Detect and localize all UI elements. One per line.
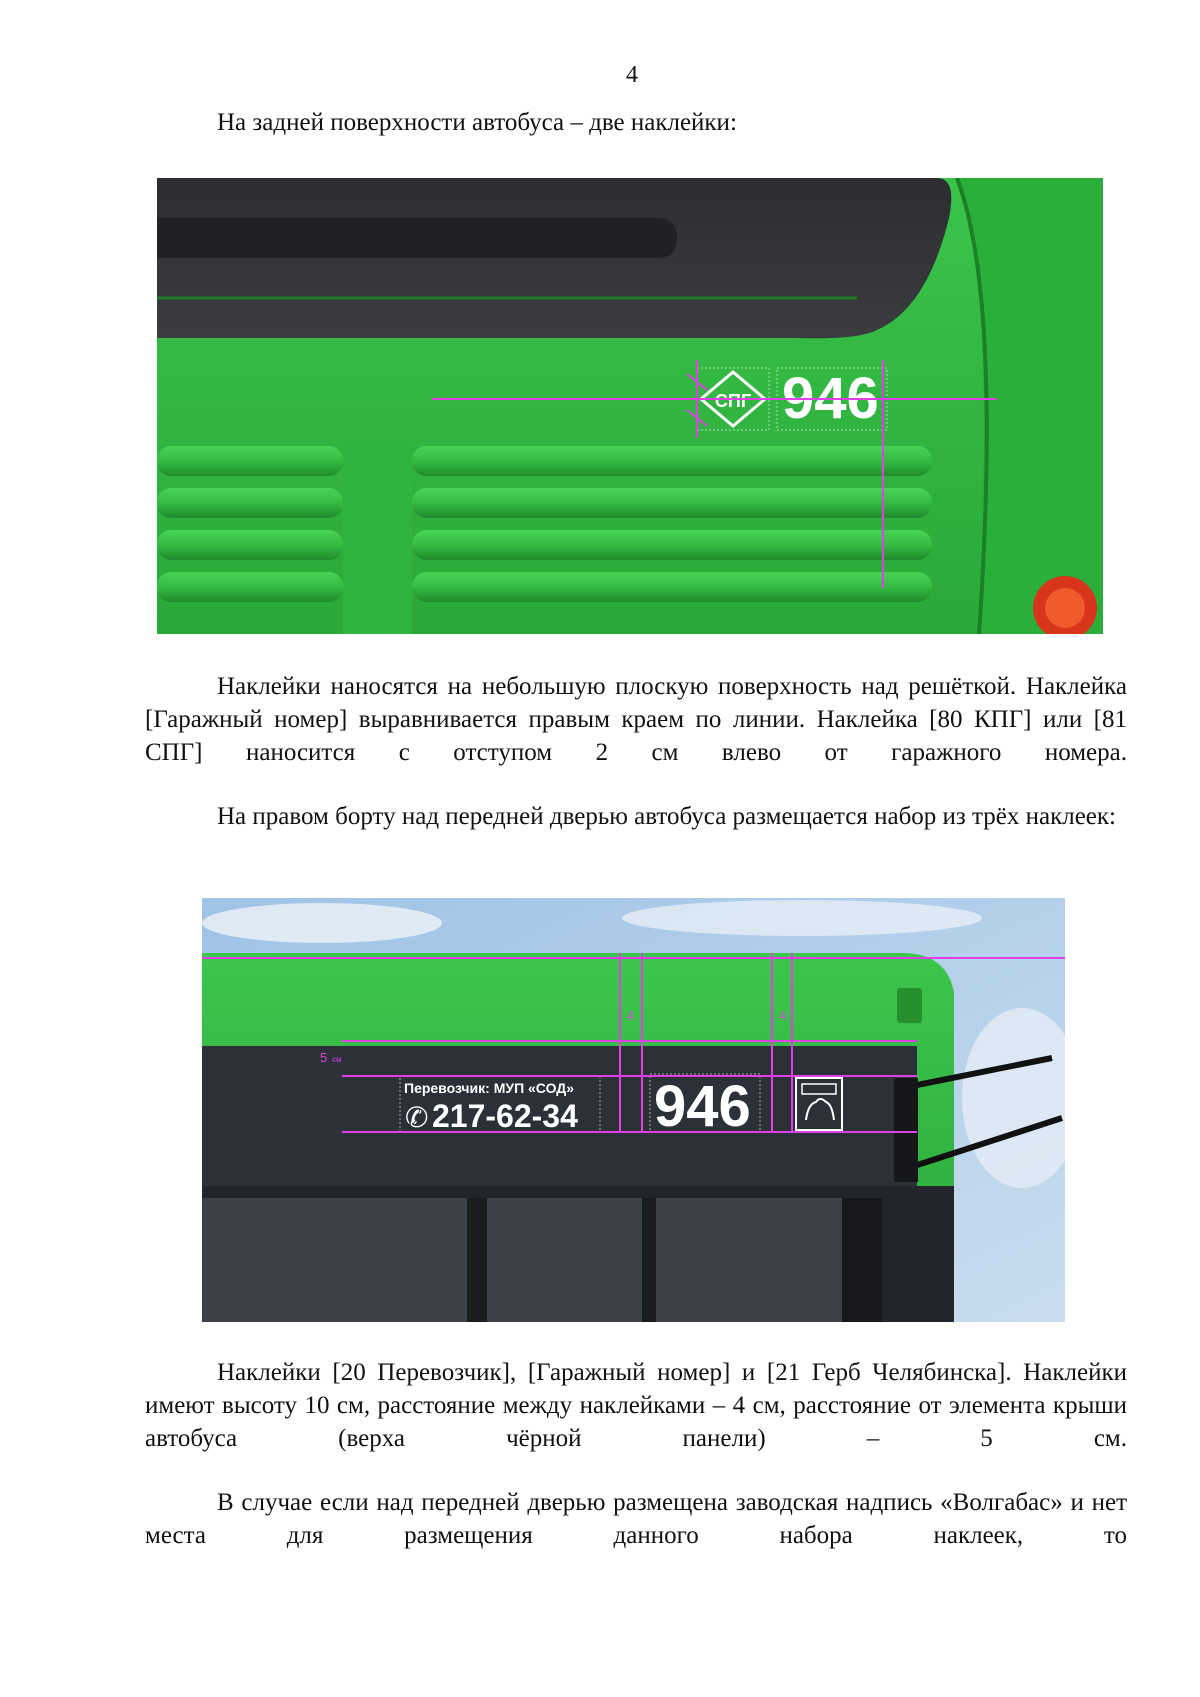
phone-icon: ✆ xyxy=(405,1102,429,1133)
paragraph-intro-rear: На задней поверхности автобуса – две наклейки: xyxy=(217,109,737,136)
paragraph-side-specs: Наклейки [20 Перевозчик], [Гаражный номер] и [21 Герб Челябинска]. Наклейки имеют высоту 10 см, расстояние между наклейками – 4 см, расстояние от элемента крыши автобуса (верха чёрной панели) – 5 см. xyxy=(145,1359,1127,1452)
rear-bus-photo xyxy=(157,178,1103,634)
page-number: 4 xyxy=(626,62,638,88)
paragraph-intro-side: На правом борту над передней дверью автобуса размещается набор из трёх наклеек: xyxy=(217,803,1116,830)
paragraph-volgabus-case: В случае если над передней дверью размещена заводская надпись «Волгабас» и нет места для размещения данного набора наклеек, то xyxy=(145,1489,1127,1549)
side-garage-number: 946 xyxy=(654,1074,751,1139)
side-bus-photo xyxy=(202,898,1065,1322)
carrier-label: Перевозчик: МУП «СОД» xyxy=(404,1080,575,1096)
carrier-phone: 217-62-34 xyxy=(432,1098,578,1134)
gap-mark-1: 4 xyxy=(627,1008,635,1023)
top-offset-mark: 5 xyxy=(320,1050,328,1065)
unit-mark: см xyxy=(332,1055,342,1064)
spg-label: СПГ xyxy=(714,391,752,411)
rear-garage-number: 946 xyxy=(782,366,879,431)
gap-mark-2: 4 xyxy=(779,1008,787,1023)
paragraph-rear-placement: Наклейки наносятся на небольшую плоскую поверхность над решёткой. Наклейка [Гаражный номер] выравнивается правым краем по линии. Наклейка [80 КПГ] или [81 СПГ] наносится с отступом 2 см влево от гаражного номера. xyxy=(145,673,1127,766)
